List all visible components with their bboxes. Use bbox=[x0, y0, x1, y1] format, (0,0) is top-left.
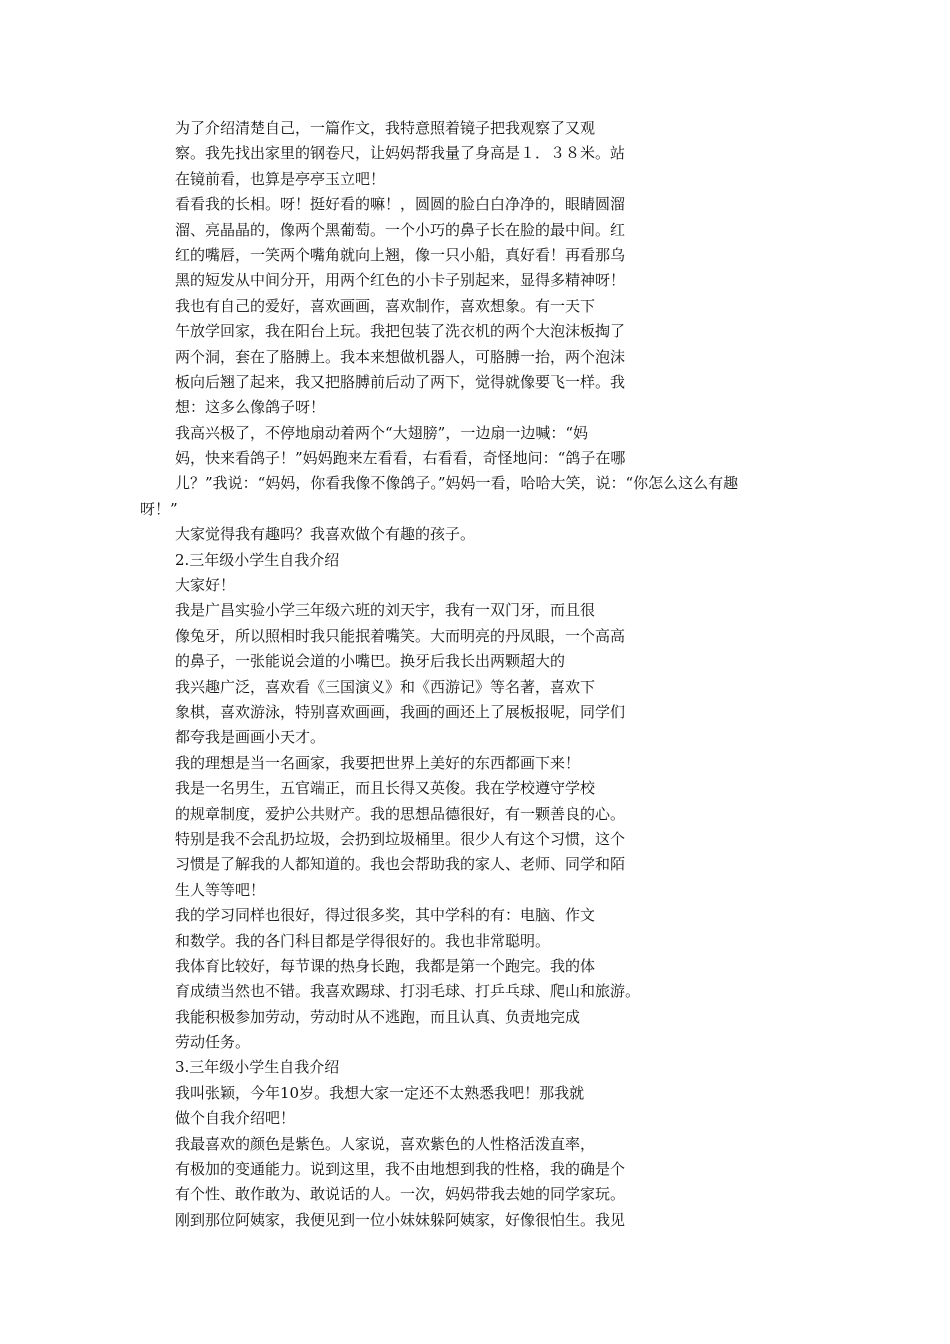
text-line: 板向后翘了起来，我又把胳膊前后动了两下，觉得就像要飞一样。我 bbox=[175, 372, 626, 391]
text-line: 妈，快来看鸽子！”妈妈跑来左看看，右看看，奇怪地问：“鸽子在哪 bbox=[175, 449, 626, 468]
text-line: 我的理想是当一名画家，我要把世界上美好的东西都画下来！ bbox=[175, 753, 581, 772]
text-line: 察。我先找出家里的钢卷尺，让妈妈帮我量了身高是１．３８米。站 bbox=[175, 144, 626, 163]
text-line: 的规章制度，爱护公共财产。我的思想品德很好，有一颗善良的心。 bbox=[175, 804, 626, 823]
text-line: 儿？”我说：“妈妈，你看我像不像鸽子。”妈妈一看，哈哈大笑，说：“你怎么这么有趣 bbox=[175, 474, 739, 493]
text-line: 特别是我不会乱扔垃圾，会扔到垃圾桶里。很少人有这个习惯，这个 bbox=[175, 829, 626, 848]
text-line: 育成绩当然也不错。我喜欢踢球、打羽毛球、打乒乓球、爬山和旅游。 bbox=[175, 982, 641, 1001]
text-line: 红的嘴唇，一笑两个嘴角就向上翘，像一只小船，真好看！再看那乌 bbox=[175, 245, 626, 264]
text-line: 有极加的变通能力。说到这里，我不由地想到我的性格，我的确是个 bbox=[175, 1160, 626, 1179]
text-line: 为了介绍清楚自己，一篇作文，我特意照着镜子把我观察了又观 bbox=[175, 119, 596, 137]
section-heading: 2.三年级小学生自我介绍 bbox=[175, 550, 340, 569]
text-line: 我的学习同样也很好，得过很多奖，其中学科的有：电脑、作文 bbox=[175, 906, 596, 925]
text-line: 看看我的长相。呀！挺好看的嘛！，圆圆的脸白白净净的，眼睛圆溜 bbox=[175, 195, 626, 214]
text-line: 两个洞，套在了胳膊上。我本来想做机器人，可胳膊一抬，两个泡沫 bbox=[175, 347, 626, 366]
text-line: 的鼻子，一张能说会道的小嘴巴。换牙后我长出两颗超大的 bbox=[175, 652, 566, 671]
text-line: 我也有自己的爱好，喜欢画画，喜欢制作，喜欢想象。有一天下 bbox=[175, 296, 596, 315]
text-line: 我能积极参加劳动，劳动时从不逃跑，而且认真、负责地完成 bbox=[175, 1007, 581, 1026]
text-line: 大家好！ bbox=[175, 576, 236, 595]
text-line: 像兔牙，所以照相时我只能抿着嘴笑。大而明亮的丹凤眼，一个高高 bbox=[175, 626, 626, 645]
text-line: 我是广昌实验小学三年级六班的刘天宇，我有一双门牙，而且很 bbox=[175, 601, 596, 620]
text-line: 大家觉得我有趣吗？我喜欢做个有趣的孩子。 bbox=[175, 525, 476, 544]
text-line: 黑的短发从中间分开，用两个红色的小卡子别起来，显得多精神呀！ bbox=[175, 271, 626, 290]
text-line: 刚到那位阿姨家，我便见到一位小妹妹躲阿姨家，好像很怕生。我见 bbox=[175, 1210, 626, 1229]
text-line: 午放学回家，我在阳台上玩。我把包装了洗衣机的两个大泡沫板掏了 bbox=[175, 322, 626, 341]
text-line: 想：这多么像鸽子呀！ bbox=[175, 398, 326, 417]
text-line: 我最喜欢的颜色是紫色。人家说，喜欢紫色的人性格活泼直率， bbox=[175, 1134, 596, 1153]
text-line: 做个自我介绍吧！ bbox=[175, 1109, 296, 1128]
text-line: 我兴趣广泛，喜欢看《三国演义》和《西游记》等名著，喜欢下 bbox=[175, 677, 596, 696]
text-line: 我高兴极了，不停地扇动着两个“大翅膀”，一边扇一边喊：“妈 bbox=[175, 423, 589, 442]
text-line: 呀！” bbox=[140, 499, 178, 518]
text-line: 在镜前看，也算是亭亭玉立吧！ bbox=[175, 169, 386, 188]
section-heading: 3.三年级小学生自我介绍 bbox=[175, 1058, 340, 1077]
text-line: 生人等等吧！ bbox=[175, 880, 266, 899]
text-line: 我叫张颖，今年10岁。我想大家一定还不太熟悉我吧！那我就 bbox=[175, 1083, 585, 1102]
text-line: 习惯是了解我的人都知道的。我也会帮助我的家人、老师、同学和陌 bbox=[175, 855, 626, 874]
text-line: 都夸我是画画小天才。 bbox=[175, 728, 326, 747]
text-line: 溜、亮晶晶的，像两个黑葡萄。一个小巧的鼻子长在脸的最中间。红 bbox=[175, 220, 626, 239]
text-line: 有个性、敢作敢为、敢说话的人。一次，妈妈带我去她的同学家玩。 bbox=[175, 1185, 626, 1204]
text-line: 劳动任务。 bbox=[175, 1033, 251, 1052]
text-line: 和数学。我的各门科目都是学得很好的。我也非常聪明。 bbox=[175, 931, 551, 950]
document-body bbox=[140, 116, 835, 1233]
text-line: 象棋，喜欢游泳，特别喜欢画画，我画的画还上了展板报呢，同学们 bbox=[175, 702, 626, 721]
text-line: 我是一名男生，五官端正，而且长得又英俊。我在学校遵守学校 bbox=[175, 779, 596, 798]
text-line: 我体育比较好，每节课的热身长跑，我都是第一个跑完。我的体 bbox=[175, 956, 596, 975]
